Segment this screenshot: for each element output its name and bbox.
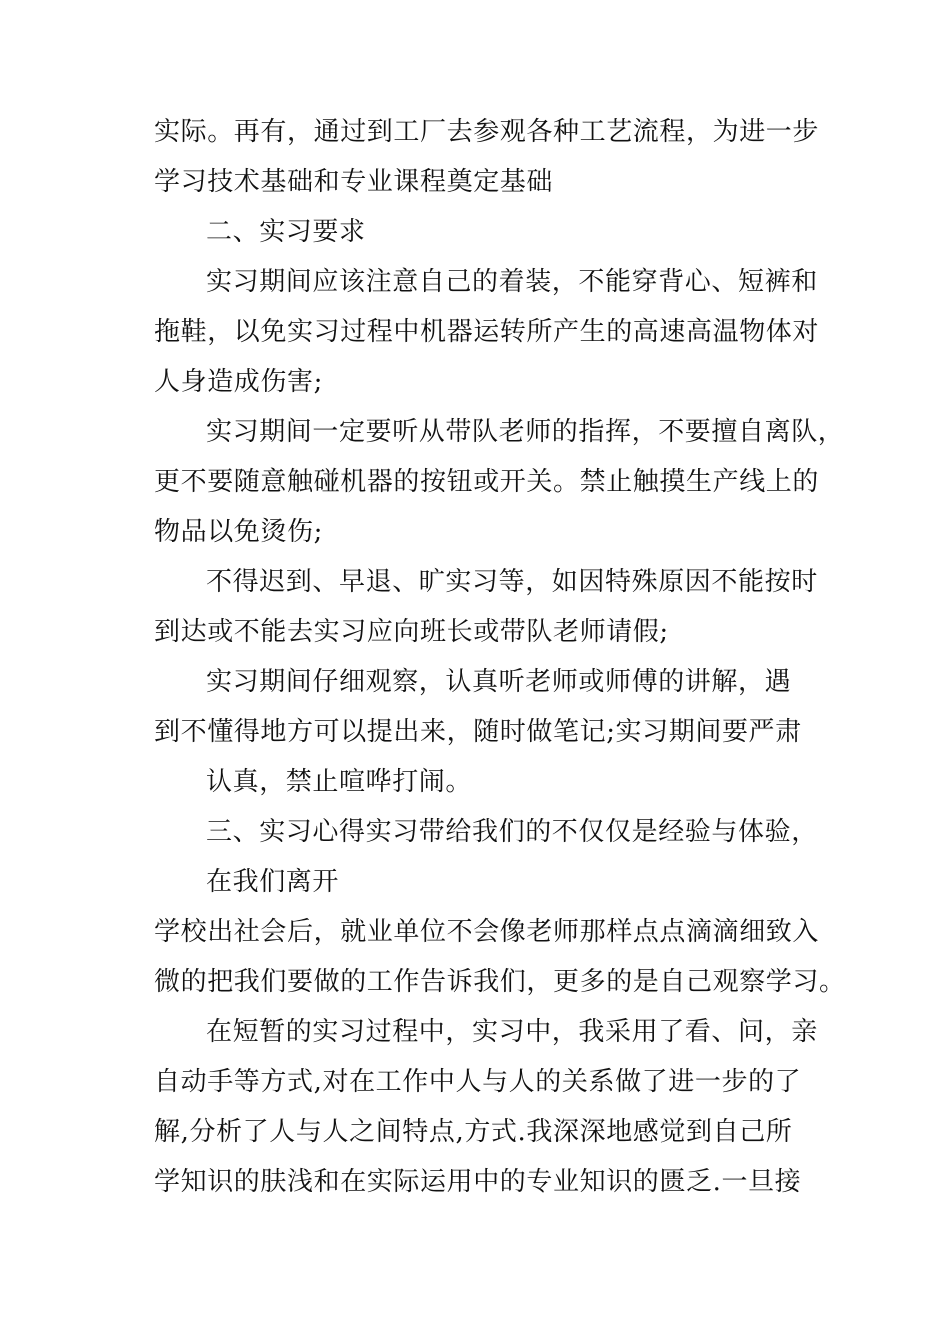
text-line: 实际。再有，通过到工厂去参观各种工艺流程，为进一步 xyxy=(154,117,820,147)
text-line: 微的把我们要做的工作告诉我们，更多的是自己观察学习。 xyxy=(154,967,846,997)
text-line: 学校出社会后，就业单位不会像老师那样点点滴滴细致入 xyxy=(154,917,820,947)
text-line: 拖鞋，以免实习过程中机器运转所产生的高速高温物体对 xyxy=(154,317,820,347)
text-line: 在我们离开 xyxy=(206,867,340,897)
text-line: 学习技术基础和专业课程奠定基础 xyxy=(154,167,554,197)
text-line: 自动手等方式,对在工作中人与人的关系做了进一步的了 xyxy=(154,1067,802,1097)
text-line: 物品以免烫伤; xyxy=(154,517,323,547)
text-line: 实习期间应该注意自己的着装，不能穿背心、短裤和 xyxy=(206,267,818,297)
text-line: 学知识的肤浅和在实际运用中的专业知识的匮乏.一旦接 xyxy=(154,1167,802,1197)
text-line: 在短暂的实习过程中，实习中，我采用了看、问，亲 xyxy=(206,1017,818,1047)
text-line: 更不要随意触碰机器的按钮或开关。禁止触摸生产线上的 xyxy=(154,467,820,497)
text-line: 到达或不能去实习应向班长或带队老师请假; xyxy=(154,617,669,647)
section-heading: 二、实习要求 xyxy=(206,217,366,247)
text-line: 不得迟到、早退、旷实习等，如因特殊原因不能按时 xyxy=(206,567,818,597)
text-line: 人身造成伤害; xyxy=(154,367,323,397)
section-heading: 三、实习心得实习带给我们的不仅仅是经验与体验， xyxy=(206,817,818,847)
text-line: 认真，禁止喧哗打闹。 xyxy=(206,767,473,797)
text-line: 实习期间一定要听从带队老师的指挥，不要擅自离队， xyxy=(206,417,845,447)
text-line: 解,分析了人与人之间特点,方式.我深深地感觉到自己所 xyxy=(154,1117,793,1147)
text-line: 实习期间仔细观察，认真听老师或师傅的讲解，遇 xyxy=(206,667,792,697)
text-line: 到不懂得地方可以提出来，随时做笔记;实习期间要严肃 xyxy=(154,717,802,747)
